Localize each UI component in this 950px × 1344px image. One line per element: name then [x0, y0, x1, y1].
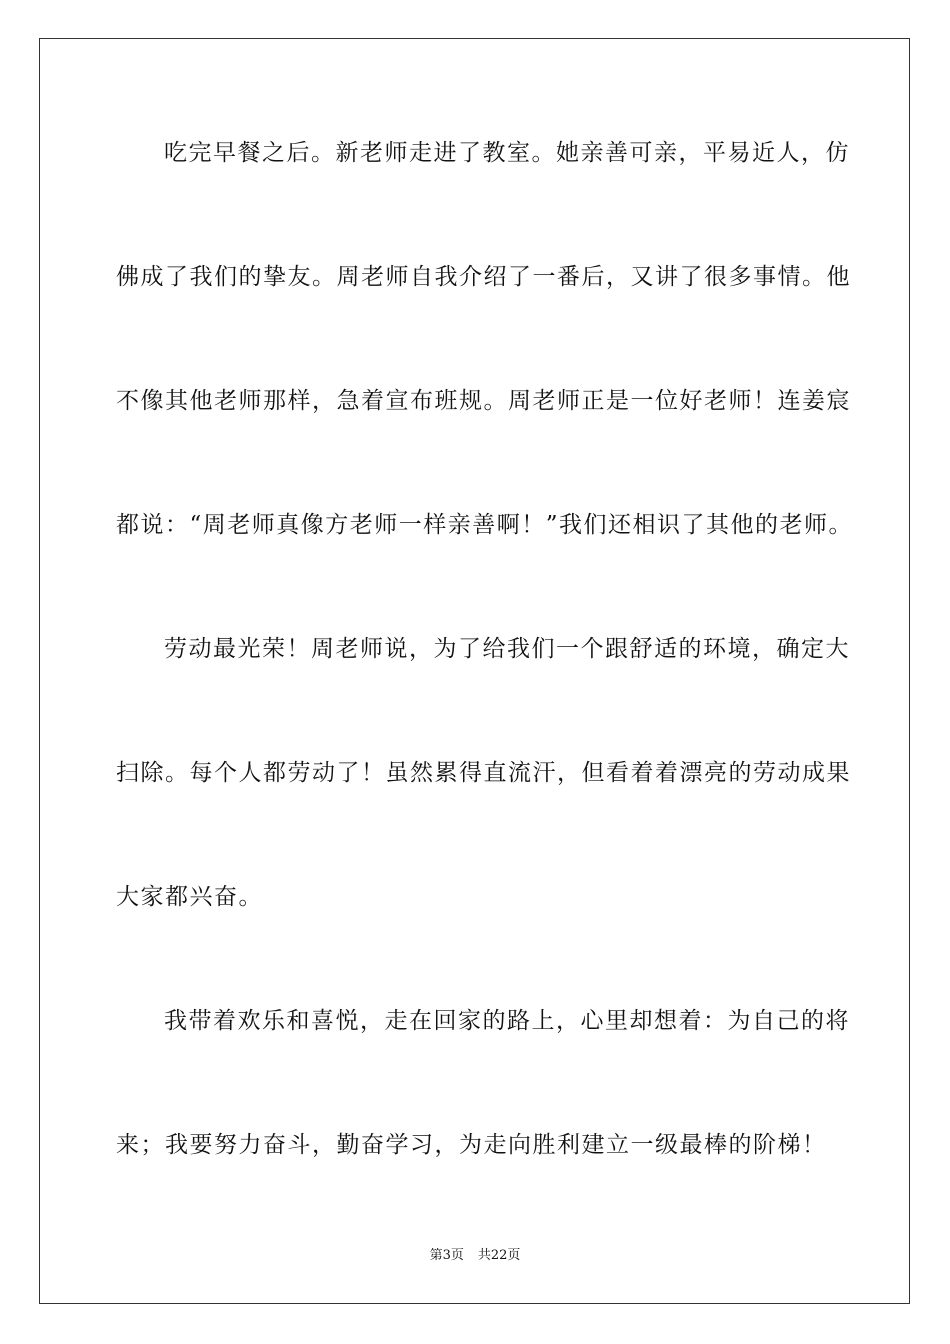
- paragraph-3-line-2: 来；我要努力奋斗，勤奋学习，为走向胜利建立一级最棒的阶梯！: [116, 1132, 827, 1158]
- paragraph-1-line-4: 都说：“周老师真像方老师一样亲善啊！”我们还相识了其他的老师。: [116, 512, 854, 538]
- page-number: 第3页: [429, 1248, 464, 1263]
- paragraph-3-line-1: 我带着欢乐和喜悦，走在回家的路上，心里却想着：为自己的将: [164, 1008, 850, 1034]
- page-total: 共22页: [477, 1248, 521, 1263]
- page-frame: [39, 38, 910, 1304]
- page-footer: [0, 1247, 950, 1265]
- paragraph-2-line-1: 劳动最光荣！周老师说，为了给我们一个跟舒适的环境，确定大: [164, 636, 850, 662]
- paragraph-1-line-2: 佛成了我们的挚友。周老师自我介绍了一番后，又讲了很多事情。他: [116, 264, 851, 290]
- paragraph-1-line-1: 吃完早餐之后。新老师走进了教室。她亲善可亲，平易近人，仿: [164, 140, 850, 166]
- paragraph-2-line-3: 大家都兴奋。: [116, 884, 263, 910]
- paragraph-1-line-3: 不像其他老师那样，急着宣布班规。周老师正是一位好老师！连姜宸: [116, 388, 851, 414]
- paragraph-2-line-2: 扫除。每个人都劳动了！虽然累得直流汗，但看着着漂亮的劳动成果: [116, 760, 851, 786]
